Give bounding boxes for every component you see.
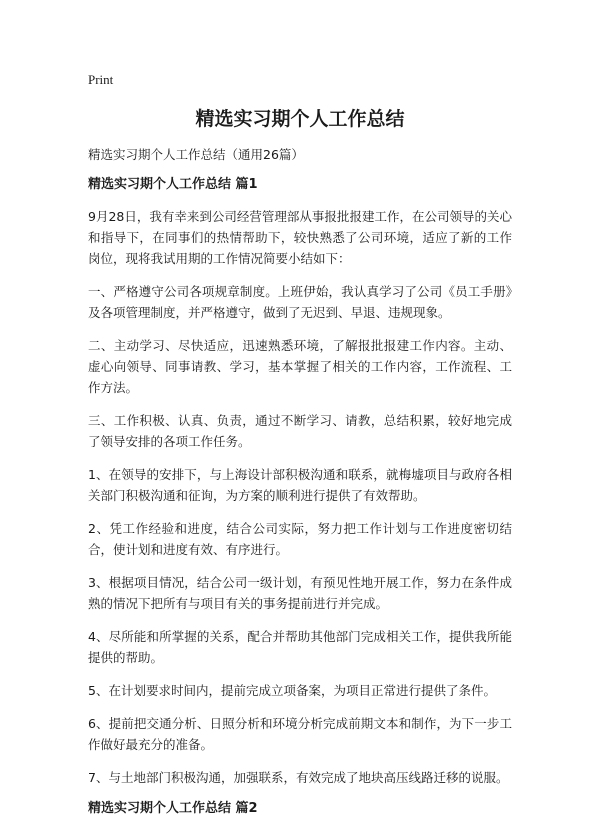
section-1-paragraph-rules: 一、严格遵守公司各项规章制度。上班伊始，我认真学习了公司《员工手册》及各项管理制度，并严格遵守，做到了无迟到、早退、违规现象。 <box>88 284 512 320</box>
section-1-paragraph-item-7: 7、与土地部门积极沟通，加强联系，有效完成了地块高压线路迁移的说服。 <box>88 770 509 785</box>
section-1-paragraph-tasks: 三、工作积极、认真、负责，通过不断学习、请教，总结积累，较好地完成了领导安排的各项工作任务。 <box>88 413 512 449</box>
print-label: Print <box>88 72 114 87</box>
section-1-paragraph-item-2: 2、凭工作经验和进度，结合公司实际，努力把工作计划与工作进度密切结合，使计划和进度有效、有序进行。 <box>88 521 512 557</box>
document-subtitle: 精选实习期个人工作总结（通用26篇） <box>88 147 304 162</box>
document-title: 精选实习期个人工作总结 <box>195 108 405 130</box>
section-heading-1: 精选实习期个人工作总结 篇1 <box>88 177 258 192</box>
section-1-paragraph-learning: 二、主动学习、尽快适应，迅速熟悉环境，了解报批报建工作内容。主动、虚心向领导、同事请教、学习，基本掌握了相关的工作内容，工作流程、工作方法。 <box>88 338 512 395</box>
section-1-paragraph-item-4: 4、尽所能和所掌握的关系，配合并帮助其他部门完成相关工作，提供我所能提供的帮助。 <box>88 629 512 665</box>
section-1-paragraph-intro: 9月28日，我有幸来到公司经营管理部从事报批报建工作，在公司领导的关心和指导下，在同事们的热情帮助下，较快熟悉了公司环境，适应了新的工作岗位，现将我试用期的工作情况简要小结如下： <box>88 209 512 266</box>
section-1-paragraph-item-5: 5、在计划要求时间内，提前完成立项备案，为项目正常进行提供了条件。 <box>88 683 496 698</box>
section-1-paragraph-item-3: 3、根据项目情况，结合公司一级计划，有预见性地开展工作，努力在条件成熟的情况下把所有与项目有关的事务提前进行并完成。 <box>88 575 512 611</box>
section-1-paragraph-item-6: 6、提前把交通分析、日照分析和环境分析完成前期文本和制作，为下一步工作做好最充分的准备。 <box>88 716 512 752</box>
section-heading-2: 精选实习期个人工作总结 篇2 <box>88 801 258 816</box>
section-1-paragraph-item-1: 1、在领导的安排下，与上海设计部积极沟通和联系，就梅墟项目与政府各相关部门积极沟通和征询，为方案的顺利进行提供了有效帮助。 <box>88 467 512 503</box>
